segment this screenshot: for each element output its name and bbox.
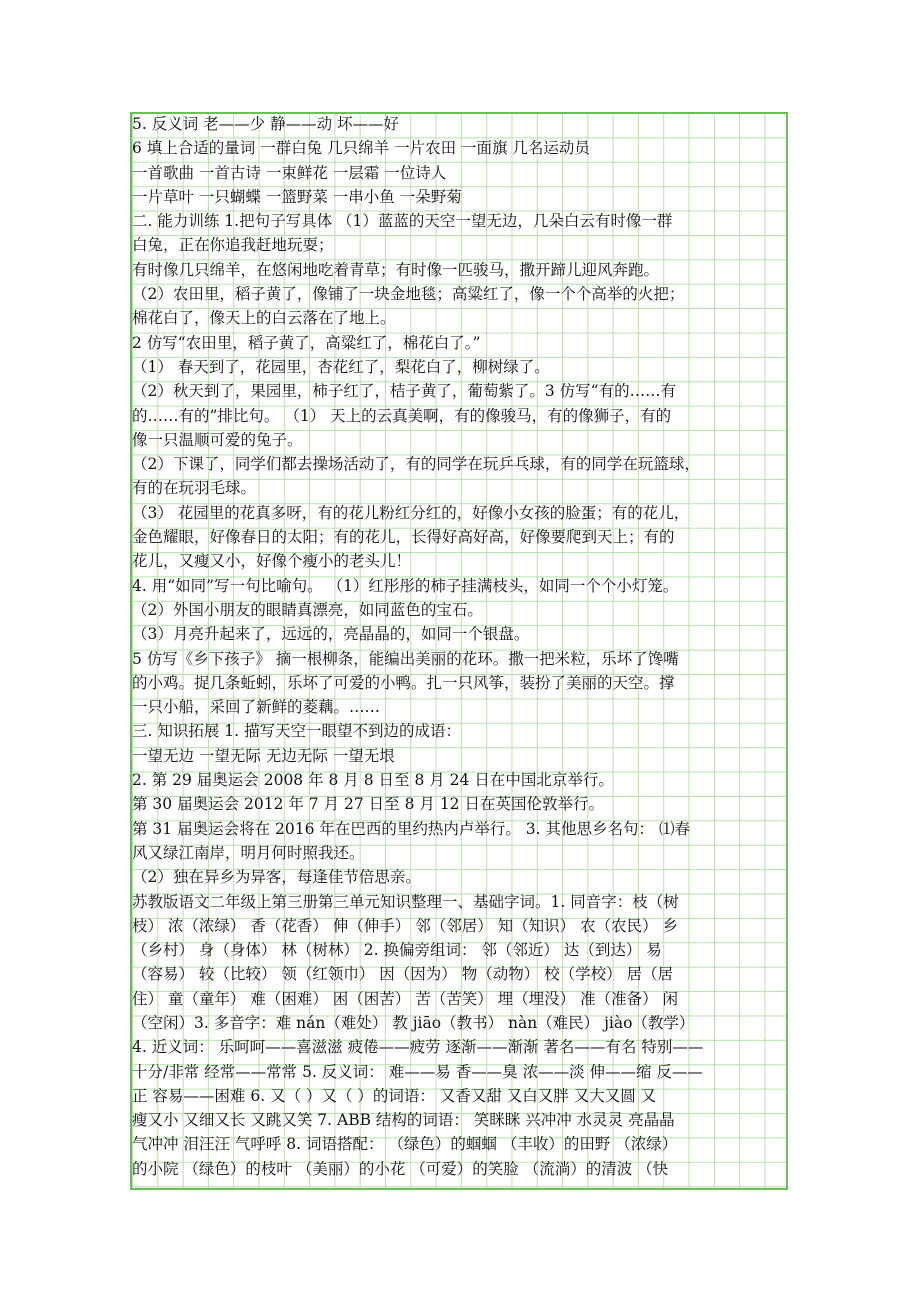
text-line: 枝） 浓（浓绿） 香（花香） 伸（伸手） 邻（邻居） 知（知识） 农（农民） 乡 xyxy=(132,916,678,935)
text-line: 2. 第 29 届奥运会 2008 年 8 月 8 日至 8 月 24 日在中国北京举行。 xyxy=(132,771,614,790)
text-line: 三. 知识拓展 1. 描写天空一眼望不到边的成语： xyxy=(132,722,461,741)
text-line: 像一只温顺可爱的兔子。 xyxy=(132,430,303,449)
text-line: 有的在玩羽毛球。 xyxy=(132,479,257,498)
text-line: 风又绿江南岸，明月何时照我还。 xyxy=(132,843,365,862)
text-line: 棉花白了，像天上的白云落在了地上。 xyxy=(132,309,396,328)
text-line: 金色耀眼，好像春日的太阳；有的花儿，长得好高好高，好像要爬到天上；有的 xyxy=(132,528,675,547)
text-line: 第 30 届奥运会 2012 年 7 月 27 日至 8 月 12 日在英国伦敦举行。 xyxy=(132,795,604,814)
text-line: 正 容易——困难 6. 又（ ）又（ ）的词语： 又香又甜 又白又胖 又大又圆 又 xyxy=(132,1086,657,1105)
text-line: 2 仿写“农田里，稻子黄了，高粱红了，棉花白了。” xyxy=(132,333,481,352)
text-line: 5 仿写《乡下孩子》 摘一根柳条，能编出美丽的花环。撒一把米粒，乐坏了馋嘴 xyxy=(132,649,679,668)
text-line: 6 填上合适的量词 一群白兔 几只绵羊 一片农田 一面旗 几名运动员 xyxy=(132,139,590,158)
text-line: 住） 童（童年） 难（困难） 困（困苦） 苦（苦笑） 埋（埋没） 准（准备） 闲 xyxy=(132,989,678,1008)
text-line: 瘦又小 又细又长 又跳又笑 7. ABB 结构的词语： 笑眯眯 兴冲冲 水灵灵 亮晶晶 xyxy=(132,1111,675,1130)
text-line: 的小鸡。捉几条蚯蚓，乐坏了可爱的小鸭。扎一只风筝，装扮了美丽的天空。撑 xyxy=(132,673,675,692)
text-line: 的小院 （绿色）的枝叶 （美丽）的小花 （可爱）的笑脸 （流淌）的清波 （快 xyxy=(132,1159,669,1178)
text-line: （3）月亮升起来了，远远的，亮晶晶的，如同一个银盘。 xyxy=(132,625,530,644)
text-line: 4. 用“如同”写一句比喻句。 （1）红彤彤的柿子挂满枝头，如同一个个小灯笼。 xyxy=(132,576,679,595)
text-line: （2）外国小朋友的眼睛真漂亮，如同蓝色的宝石。 xyxy=(132,600,483,619)
text-line: （乡村） 身（身体） 林（树林） 2. 换偏旁组词： 邻（邻近） 达（到达） 易 xyxy=(132,941,662,960)
text-line: 二. 能力训练 1.把句子写具体 （1）蓝蓝的天空一望无边，几朵白云有时像一群 xyxy=(132,212,673,231)
text-line: 花儿，又瘦又小，好像个瘦小的老头儿！ xyxy=(132,552,412,571)
text-line: 气冲冲 泪汪汪 气呼呼 8. 词语搭配： （绿色）的蝈蝈 （丰收）的田野 （浓绿） xyxy=(132,1135,678,1154)
text-line: 第 31 届奥运会将在 2016 年在巴西的里约热内卢举行。 3. 其他思乡名句： ⑴春 xyxy=(132,819,690,838)
text-line: （空闲）3. 多音字：难 nán（难处） 教 jiāo（教书） nàn（难民） jiào（教学） xyxy=(132,1013,695,1032)
text-line: （1） 春天到了，花园里，杏花红了，梨花白了，柳树绿了。 xyxy=(132,357,550,376)
text-line: 一只小船，采回了新鲜的菱藕。…… xyxy=(132,698,381,717)
text-line: 一首歌曲 一首古诗 一束鲜花 一层霜 一位诗人 xyxy=(132,163,447,182)
document-body xyxy=(132,112,788,1181)
text-line: （容易） 较（比较） 领（红领巾） 因（因为） 物（动物） 校（学校） 居（居 xyxy=(132,965,674,984)
text-line: （2）下课了，同学们都去操场活动了，有的同学在玩乒乓球，有的同学在玩篮球， xyxy=(132,455,700,474)
text-line: 5. 反义词 老——少 静——动 坏——好 xyxy=(132,115,399,133)
text-line: 的……有的”排比句。 （1） 天上的云真美啊，有的像骏马，有的像狮子，有的 xyxy=(132,406,672,425)
text-line: （2）独在异乡为异客，每逢佳节倍思亲。 xyxy=(132,868,421,887)
text-line: 苏教版语文二年级上第三册第三单元知识整理一、基础字词。1. 同音字：枝（树 xyxy=(132,892,679,911)
text-line: 一望无边 一望无际 无边无际 一望无垠 xyxy=(132,746,395,765)
text-line: （3） 花园里的花真多呀，有的花儿粉红分红的，好像小女孩的脸蛋；有的花儿， xyxy=(132,503,690,522)
text-line: （2）农田里，稻子黄了，像铺了一块金地毯；高粱红了，像一个个高举的火把； xyxy=(132,285,685,304)
text-line: （2）秋天到了，果园里，柿子红了，桔子黄了，葡萄紫了。3 仿写“有的……有 xyxy=(132,382,677,401)
text-line: 一片草叶 一只蝴蝶 一篮野菜 一串小鱼 一朵野菊 xyxy=(132,187,462,206)
text-line: 白兔，正在你追我赶地玩耍； xyxy=(132,236,334,255)
text-line: 十分/非常 经常——常常 5. 反义词： 难——易 香——臭 浓——淡 伸——缩 反—— xyxy=(132,1062,703,1081)
text-line: 有时像几只绵羊，在悠闲地吃着青草；有时像一匹骏马，撒开蹄儿迎风奔跑。 xyxy=(132,260,660,279)
text-line: 4. 近义词： 乐呵呵——喜滋滋 疲倦——疲劳 逐渐——渐渐 著名——有名 特别—— xyxy=(132,1038,704,1057)
